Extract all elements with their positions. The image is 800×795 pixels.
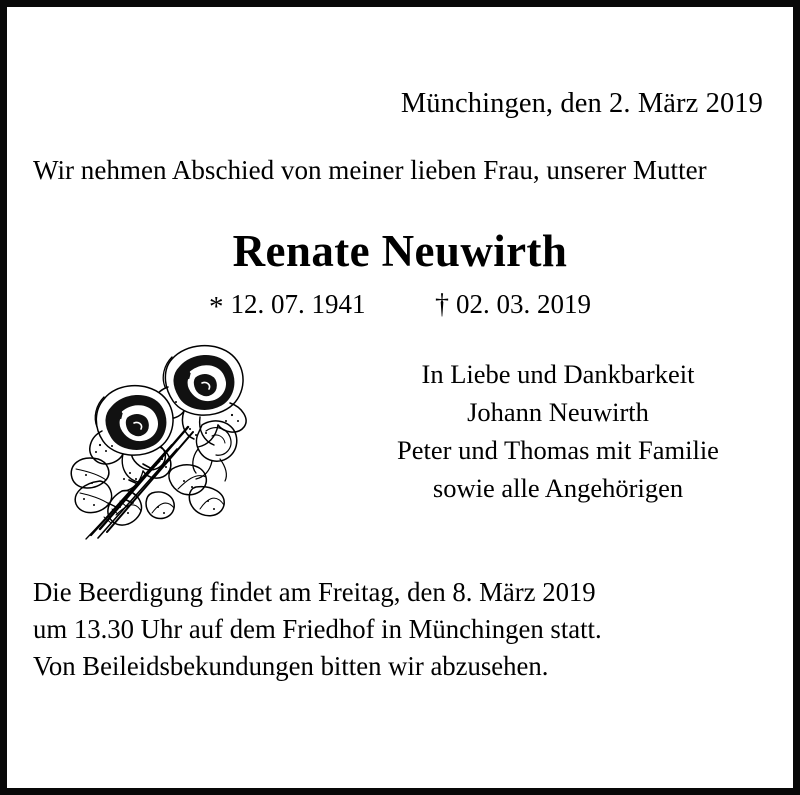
deceased-name: Renate Neuwirth <box>232 226 568 276</box>
death-date: 02. 03. 2019 <box>456 289 591 319</box>
funeral-details <box>33 574 767 685</box>
birth-star-icon: * <box>209 291 224 323</box>
funeral-detail-line: um 13.30 Uhr auf dem Friedhof in Münchingen statt. <box>33 614 602 644</box>
funeral-detail-line: Von Beileidsbekundungen bitten wir abzusehen. <box>33 651 549 681</box>
dedication-line: sowie alle Angehörigen <box>432 473 684 503</box>
life-dates <box>33 289 767 323</box>
rose-bouquet-illustration <box>60 341 250 546</box>
family-dedication <box>363 355 753 507</box>
middle-zone <box>33 341 767 546</box>
dedication-line: Johann Neuwirth <box>467 397 649 427</box>
birth-date: 12. 07. 1941 <box>230 289 366 319</box>
notice-inner <box>7 7 793 788</box>
dedication-line: Peter und Thomas mit Familie <box>397 435 719 465</box>
rose-bouquet-icon <box>60 341 250 546</box>
funeral-detail-line: Die Beerdigung findet am Freitag, den 8. März 2019 <box>33 577 596 607</box>
birth-date-group <box>209 289 366 323</box>
dedication-line: In Liebe und Dankbarkeit <box>421 359 695 389</box>
announcement-intro-line: Wir nehmen Abschied von meiner lieben Frau, unserer Mutter <box>33 153 707 185</box>
death-cross-icon: † <box>435 289 449 320</box>
place-and-date: Münchingen, den 2. März 2019 <box>400 88 763 119</box>
death-date-group <box>435 291 591 319</box>
